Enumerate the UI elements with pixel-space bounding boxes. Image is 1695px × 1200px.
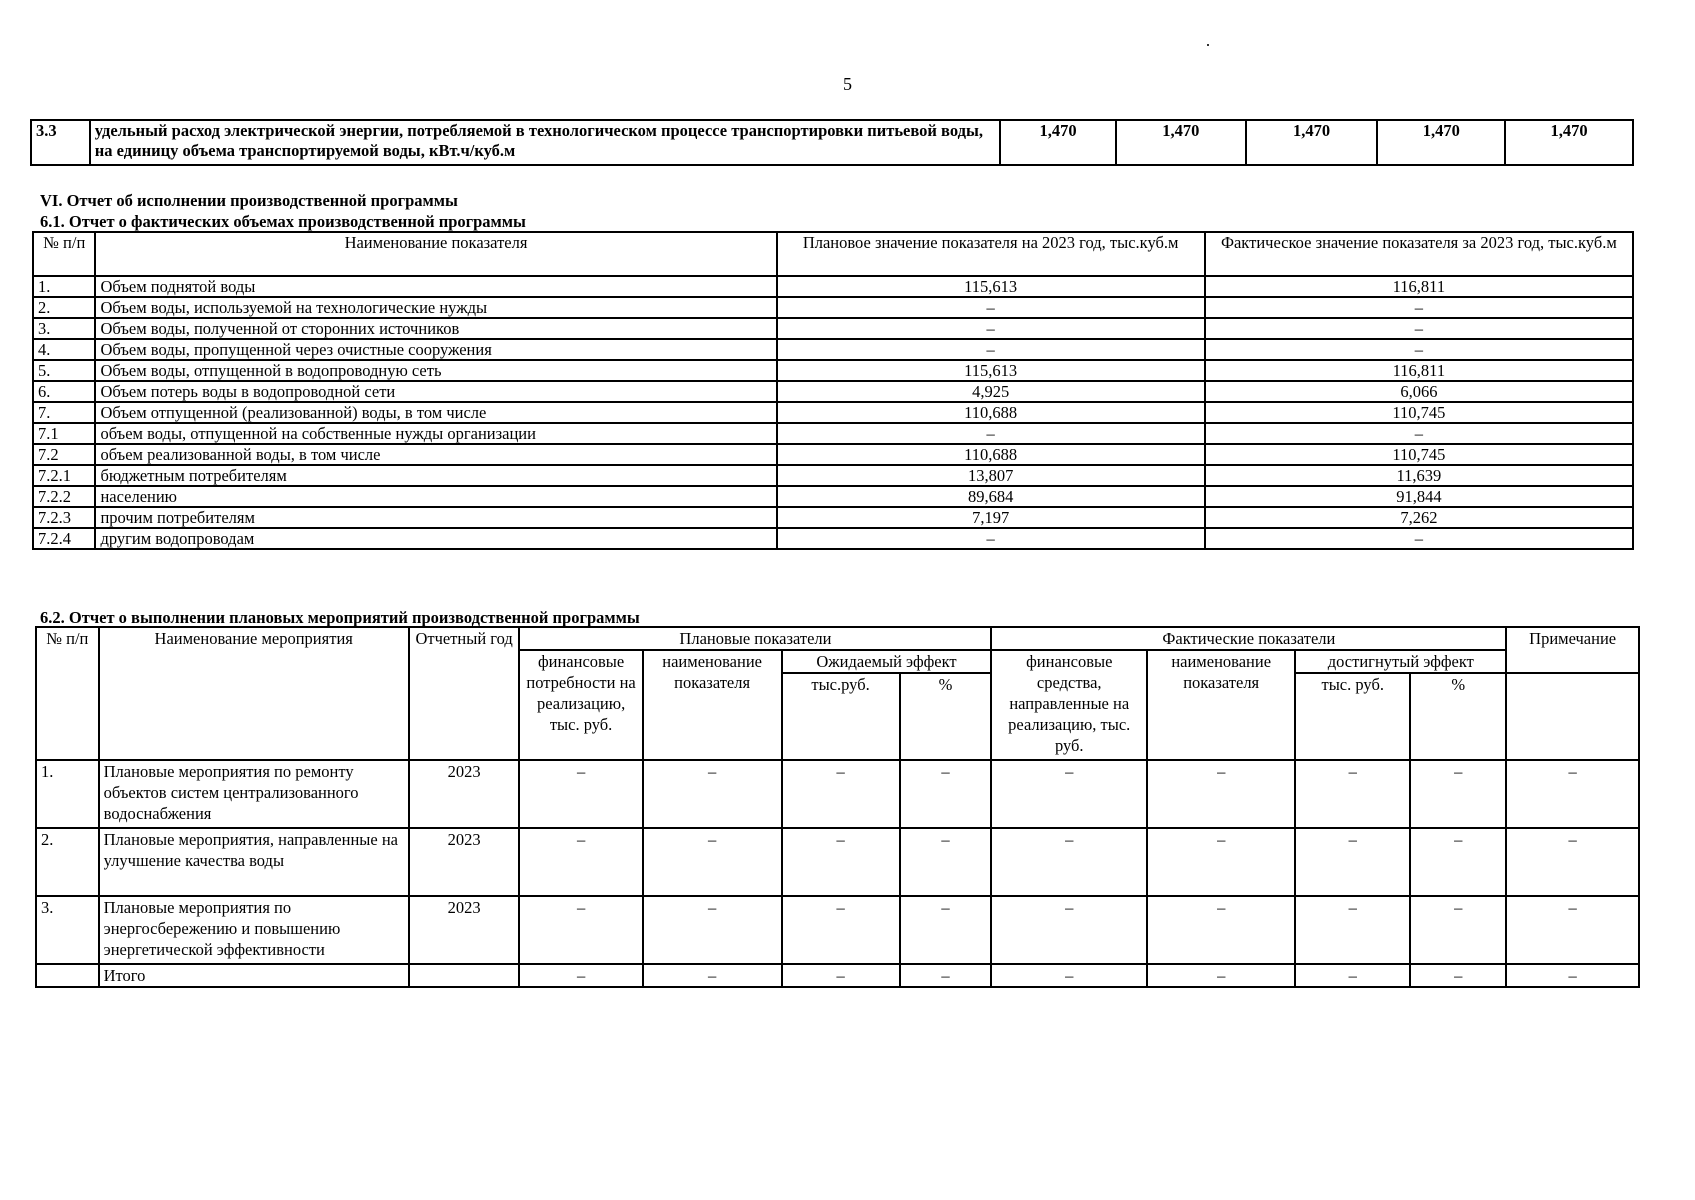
fact-value: 116,811 [1205,360,1633,381]
value-cell: – [991,828,1147,896]
indicator-name: населению [95,486,776,507]
row-number: 3. [36,896,99,964]
header-note-blank [1506,673,1639,760]
table-header-row [36,627,1639,650]
fact-value: – [1205,339,1633,360]
plan-value: – [777,528,1205,549]
plan-value: 89,684 [777,486,1205,507]
value-cell: – [643,828,782,896]
value-cell: – [643,964,782,987]
plan-value: – [777,297,1205,318]
total-row [36,964,1639,987]
section-62-heading: 6.2. Отчет о выполнении плановых мероприятий производственной программы [40,608,640,627]
value-cell: – [519,896,642,964]
report-year: 2023 [409,896,520,964]
plan-value: 13,807 [777,465,1205,486]
table-row [36,896,1639,964]
indicator-name: объем воды, отпущенной на собственные нужды организации [95,423,776,444]
indicator-name: объем реализованной воды, в том числе [95,444,776,465]
value-cell: – [643,896,782,964]
value-cell: – [519,760,642,828]
table-row [33,528,1633,549]
value-cell: – [1506,760,1639,828]
header-fact-rub: тыс. руб. [1295,673,1410,760]
row-number: 7.1 [33,423,95,444]
row-number: 4. [33,339,95,360]
scan-speck [1207,44,1209,46]
section-61-heading: 6.1. Отчет о фактических объемах производственной программы [40,212,526,231]
measure-name: Плановые мероприятия, направленные на улучшение качества воды [99,828,409,896]
value-cell: – [900,896,992,964]
fact-value: – [1205,318,1633,339]
indicator-name: Объем поднятой воды [95,276,776,297]
page-number: 5 [843,74,852,94]
value-cell: – [519,828,642,896]
row-number: 3. [33,318,95,339]
value-cell: – [782,828,900,896]
value-cell: – [519,964,642,987]
row-number: 7.2.3 [33,507,95,528]
table-row [33,318,1633,339]
plan-value: 110,688 [777,444,1205,465]
indicator-name: бюджетным потребителям [95,465,776,486]
row-number: 7.2.1 [33,465,95,486]
row-number: 6. [33,381,95,402]
indicator-name: Объем воды, пропущенной через очистные сооружения [95,339,776,360]
value-cell: – [1295,896,1410,964]
value-cell: – [1410,964,1506,987]
fact-value: – [1205,528,1633,549]
value-cell: – [782,896,900,964]
fact-value: – [1205,423,1633,444]
value-cell: 1,470 [1505,120,1633,165]
value-cell: – [1147,828,1295,896]
value-cell: 1,470 [1377,120,1505,165]
table-row [33,486,1633,507]
value-cell: 1,470 [1246,120,1378,165]
header-fact-pct: % [1410,673,1506,760]
indicator-name: Объем воды, используемой на технологические нужды [95,297,776,318]
value-cell: – [1147,964,1295,987]
table-body [36,760,1639,987]
section-vi-heading: VI. Отчет об исполнении производственной программы [40,191,458,210]
table-row [33,297,1633,318]
fact-value: 91,844 [1205,486,1633,507]
value-cell: – [1295,760,1410,828]
table-row [36,760,1639,828]
planned-measures-table [35,626,1640,988]
header-fact-effect: достигнутый эффект [1295,650,1506,673]
measure-name: Плановые мероприятия по ремонту объектов систем централизованного водоснабжения [99,760,409,828]
value-cell: – [1506,964,1639,987]
header-name: Наименование показателя [95,232,776,276]
plan-value: 110,688 [777,402,1205,423]
value-cell: – [1410,828,1506,896]
header-name: Наименование мероприятия [99,627,409,760]
total-year-blank [409,964,520,987]
row-number: 7. [33,402,95,423]
row-number: 2. [33,297,95,318]
indicator-name: удельный расход электрической энергии, потребляемой в технологическом процессе транспортировки питьевой воды, на единицу объема транспортируемой воды, кВт.ч/куб.м [90,120,1001,165]
value-cell: – [900,828,992,896]
table-row [36,828,1639,896]
value-cell: – [1295,828,1410,896]
indicator-name: Объем воды, полученной от сторонних источников [95,318,776,339]
plan-value: 7,197 [777,507,1205,528]
header-fact-group: Фактические показатели [991,627,1506,650]
value-cell: – [991,964,1147,987]
plan-value: 4,925 [777,381,1205,402]
row-number: 2. [36,828,99,896]
value-cell: – [1295,964,1410,987]
value-cell: – [1410,896,1506,964]
total-number-blank [36,964,99,987]
header-plan-indicator: наименование показателя [643,650,782,760]
header-num: № п/п [36,627,99,760]
indicator-name: другим водопроводам [95,528,776,549]
value-cell: – [900,760,992,828]
table-header-row [33,232,1633,276]
table-row [33,423,1633,444]
fact-value: 110,745 [1205,444,1633,465]
value-cell: – [991,760,1147,828]
value-cell: – [1506,896,1639,964]
header-note: Примечание [1506,627,1639,673]
value-cell: 1,470 [1116,120,1246,165]
indicator-name: Объем воды, отпущенной в водопроводную сеть [95,360,776,381]
header-num: № п/п [33,232,95,276]
table-row [33,402,1633,423]
fact-value: – [1205,297,1633,318]
plan-value: 115,613 [777,360,1205,381]
plan-value: – [777,423,1205,444]
plan-value: 115,613 [777,276,1205,297]
header-plan-pct: % [900,673,992,760]
plan-value: – [777,318,1205,339]
measure-name: Плановые мероприятия по энергосбережению и повышению энергетической эффективности [99,896,409,964]
header-fact-fin: финансовые средства, направленные на реализацию, тыс. руб. [991,650,1147,760]
value-cell: – [782,760,900,828]
value-cell: – [782,964,900,987]
table-row [33,360,1633,381]
header-fact: Фактическое значение показателя за 2023 год, тыс.куб.м [1205,232,1633,276]
total-label: Итого [99,964,409,987]
value-cell: – [1410,760,1506,828]
value-cell: 1,470 [1000,120,1116,165]
table-body [33,276,1633,549]
top-continuation-table [30,119,1634,166]
header-plan-fin: финансовые потребности на реализацию, тыс. руб. [519,650,642,760]
row-number: 1. [36,760,99,828]
report-year: 2023 [409,828,520,896]
table-row [33,507,1633,528]
value-cell: – [900,964,992,987]
indicator-name: прочим потребителям [95,507,776,528]
indicator-name: Объем потерь воды в водопроводной сети [95,381,776,402]
indicator-name: Объем отпущенной (реализованной) воды, в том числе [95,402,776,423]
fact-value: 11,639 [1205,465,1633,486]
row-number: 7.2.4 [33,528,95,549]
fact-value: 6,066 [1205,381,1633,402]
actual-volumes-table [32,231,1634,550]
row-number: 3.3 [31,120,90,165]
header-plan-effect: Ожидаемый эффект [782,650,992,673]
table-row [31,120,1633,165]
row-number: 5. [33,360,95,381]
header-plan: Плановое значение показателя на 2023 год, тыс.куб.м [777,232,1205,276]
value-cell: – [991,896,1147,964]
table-row [33,465,1633,486]
table-row [33,339,1633,360]
value-cell: – [1147,896,1295,964]
header-plan-rub: тыс.руб. [782,673,900,760]
row-number: 7.2.2 [33,486,95,507]
value-cell: – [1506,828,1639,896]
row-number: 7.2 [33,444,95,465]
table-row [33,381,1633,402]
header-year: Отчетный год [409,627,520,760]
value-cell: – [643,760,782,828]
header-fact-indicator: наименование показателя [1147,650,1295,760]
fact-value: 110,745 [1205,402,1633,423]
report-year: 2023 [409,760,520,828]
header-plan-group: Плановые показатели [519,627,991,650]
fact-value: 116,811 [1205,276,1633,297]
value-cell: – [1147,760,1295,828]
table-row [33,444,1633,465]
table-row [33,276,1633,297]
row-number: 1. [33,276,95,297]
fact-value: 7,262 [1205,507,1633,528]
plan-value: – [777,339,1205,360]
